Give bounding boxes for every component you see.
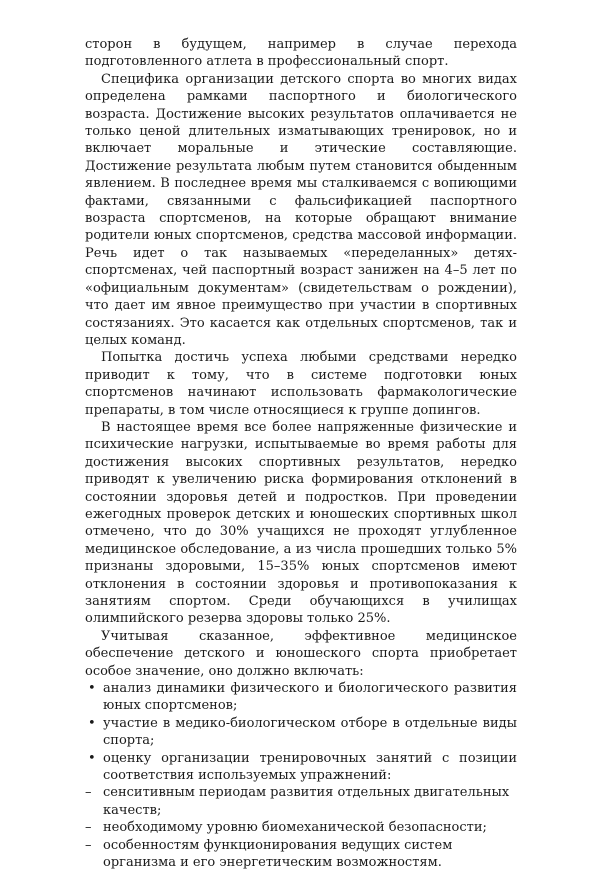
paragraph-continuation: сторон в будущем, например в случае перехода подготовленного атлета в профессиональный спорт.: [85, 37, 517, 70]
list-item: • оценку организации тренировочных занятий с позиции соответствия используемых упражнений:: [85, 750, 517, 785]
list-item: • участие в медико-биологическом отборе в отдельные виды спорта;: [85, 715, 517, 750]
list-item: • анализ динамики физического и биологического развития юных спортсменов;: [85, 680, 517, 715]
exercise-criteria-list: [85, 784, 517, 871]
paragraph-specifics: Специфика организации детского спорта во многих видах определена рамками паспортного и биологического возраста. Достижение высоких результатов оплачивается не только ценой длительных изматывающих тренировок, но и включает моральные и этические составляющие. Достижение результата любым путем становится обыденным явлением. В последнее время мы сталкиваемся с вопиющими фактами, связанными с фальсификацией паспортного возраста спортсменов, на которые обращают внимание родители юных спортсменов, средства массовой информации. Речь идет о так называемых «переделанных» детях-спортсменах, чей паспортный возраст занижен на 4–5 лет по «официальным документам» (свидетельствам о рождении), что дает им явное преимущество при участии в спортивных состязаниях. Это касается как отдельных спортсменов, так и целых команд.: [85, 71, 517, 348]
paragraph-doping: Попытка достичь успеха любыми средствами нередко приводит к тому, что в системе подготовки юных спортсменов начинают использовать фармакологические препараты, в том числе относящиеся к группе допингов.: [85, 350, 517, 418]
requirements-list: [85, 680, 517, 784]
paragraph-health-loads: В настоящее время все более напряженные физические и психические нагрузки, испытываемые во время работы для достижения высоких спортивных результатов, нередко приводят к увеличению риска формирования отклонений в состоянии здоровья детей и подростков. При проведении ежегодных проверок детских и юношеских спортивных школ отмечено, что до 30% учащихся не проходят углубленное медицинское обследование, а из числа прошедших только 5% признаны здоровыми, 15–35% юных спортсменов имеют отклонения в состоянии здоровья и противопоказания к занятиям спортом. Среди обучающихся в училищах олимпийского резерва здоровы только 25%.: [85, 419, 517, 627]
document-page: [85, 36, 517, 872]
list-item: – сенситивным периодам развития отдельных двигательных качеств;: [85, 784, 517, 819]
list-item: – особенностям функционирования ведущих систем организма и его энергетическим возможностям.: [85, 837, 517, 872]
paragraph-medical-support: Учитывая сказанное, эффективное медицинское обеспечение детского и юношеского спорта приобретает особое значение, оно должно включать:: [85, 628, 517, 679]
list-item: – необходимому уровню биомеханической безопасности;: [85, 819, 517, 836]
